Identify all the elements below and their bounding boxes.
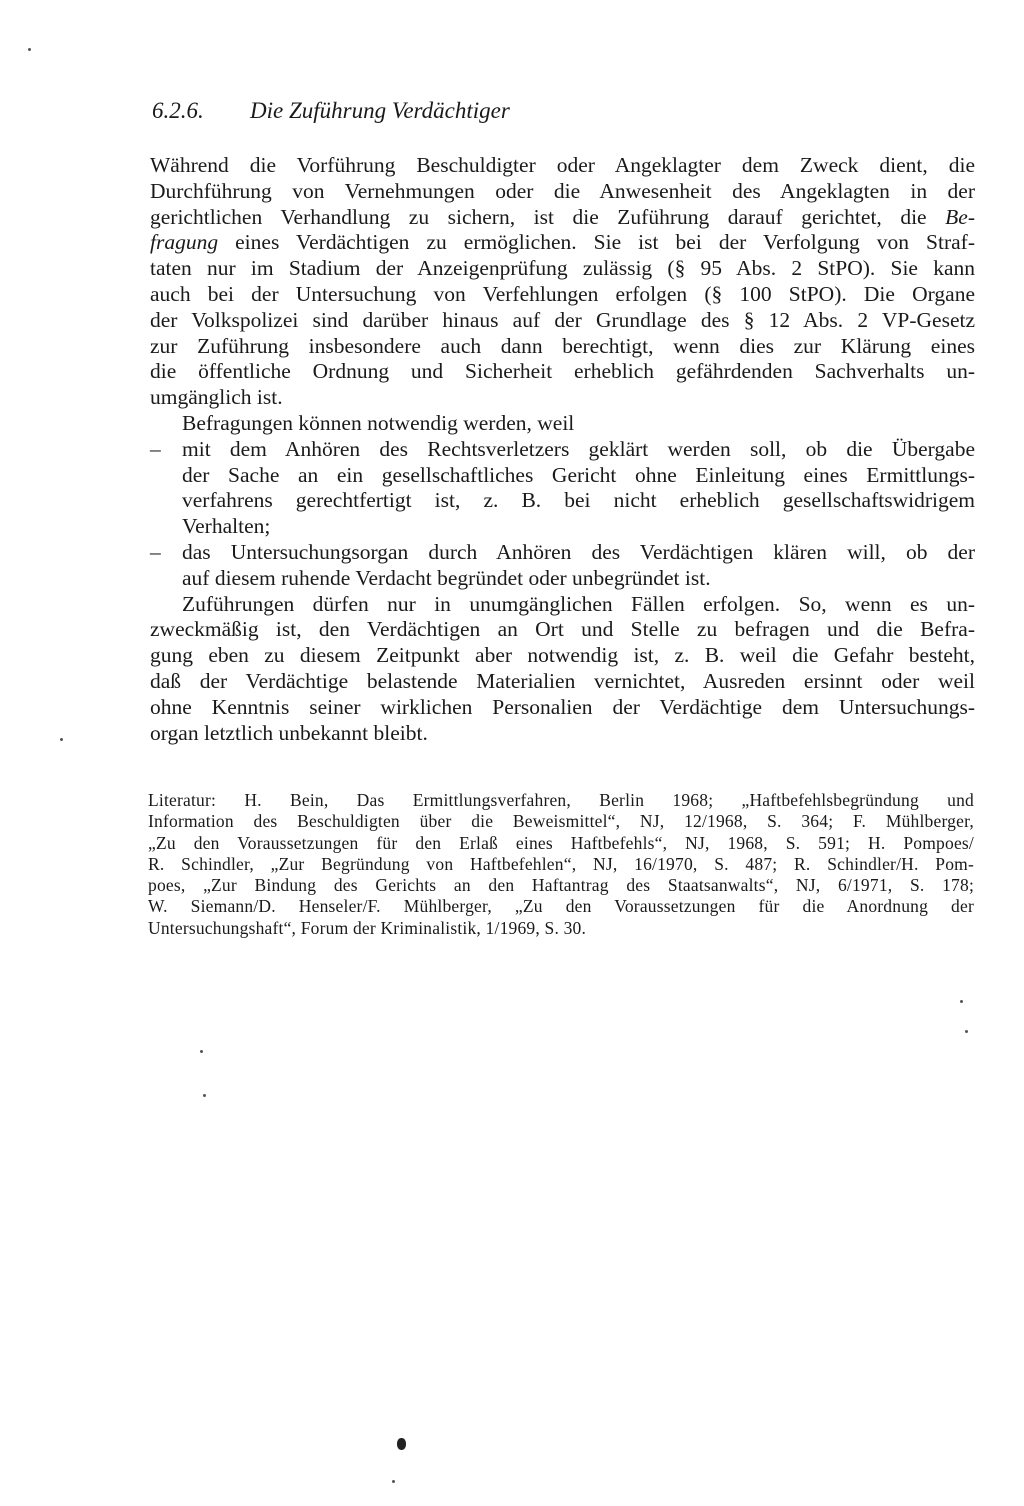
literature-line: „Zu den Voraussetzungen für den Erlaß eines Haftbefehls“, NJ, 1968, S. 591; H. Pompoes/ <box>148 832 974 853</box>
text-line: die öffentliche Ordnung und Sicherheit erheblich gefährdenden Sachverhalts un- <box>150 359 975 384</box>
scan-speck <box>965 1030 968 1033</box>
literature-block <box>148 790 974 939</box>
body-text <box>150 153 975 746</box>
text-line: der Sache an ein gesellschaftliches Gericht ohne Einleitung eines Ermittlungs- <box>182 462 975 487</box>
text-line: auf diesem ruhende Verdacht begründet oder unbegründet ist. <box>182 565 711 590</box>
scan-speck <box>28 48 31 51</box>
text-fragment: das Untersuchungsorgan durch Anhören des Verdächtigen klären will, ob der <box>182 539 975 564</box>
literature-line: Untersuchungshaft“, Forum der Kriminalistik, 1/1969, S. 30. <box>148 917 587 938</box>
text-line: Während die Vorführung Beschuldigter oder Angeklagter dem Zweck dient, die <box>150 153 975 177</box>
text-line: ohne Kenntnis seiner wirklichen Personalien der Verdächtige dem Untersuchungs- <box>150 694 975 719</box>
text-line: Zuführungen dürfen nur in unumgänglichen Fällen erfolgen. So, wenn es un- <box>182 591 975 616</box>
text-fragment: eines Verdächtigen zu ermöglichen. Sie ist bei der Verfolgung von Straf- <box>235 230 975 255</box>
text-line: daß der Verdächtige belastende Materialien vernichtet, Ausreden ersinnt oder weil <box>150 668 975 693</box>
dash-marker: – <box>150 436 161 461</box>
section-number: 6.2.6. <box>152 98 204 123</box>
scan-speck <box>960 1000 963 1003</box>
text-line: zweckmäßig ist, den Verdächtigen an Ort und Stelle zu befragen und die Befra- <box>150 617 975 642</box>
text-line: auch bei der Untersuchung von Verfehlungen erfolgen (§ 100 StPO). Die Organe <box>150 281 975 306</box>
scan-speck <box>203 1094 206 1097</box>
literature-line: R. Schindler, „Zur Begründung von Haftbefehlen“, NJ, 16/1970, S. 487; R. Schindler/H. Pom- <box>148 853 974 874</box>
literature-line: Literatur: H. Bein, Das Ermittlungsverfahren, Berlin 1968; „Haftbefehlsbegründung und <box>148 790 974 810</box>
text-line: verfahrens gerechtfertigt ist, z. B. bei nicht erheblich gesellschaftswidrigem <box>182 488 975 513</box>
text-line: der Volkspolizei sind darüber hinaus auf der Grundlage des § 12 Abs. 2 VP-Gesetz <box>150 307 975 332</box>
ink-blot <box>397 1438 406 1450</box>
text-line: Verhalten; <box>182 514 271 539</box>
scan-speck <box>60 738 63 741</box>
bullet-line <box>150 540 975 566</box>
literature-line: Information des Beschuldigten über die Beweismittel“, NJ, 12/1968, S. 364; F. Mühlberger, <box>148 811 974 832</box>
text-line: zur Zuführung insbesondere auch dann berechtigt, wenn dies zur Klärung eines <box>150 333 975 358</box>
text-line: Durchführung von Vernehmungen oder die Anwesenheit des Angeklagten in der <box>150 178 975 203</box>
text-line: taten nur im Stadium der Anzeigenprüfung zulässig (§ 95 Abs. 2 StPO). Sie kann <box>150 256 975 281</box>
text-fragment: mit dem Anhören des Rechtsverletzers geklärt werden soll, ob die Übergabe <box>182 436 975 461</box>
text-line <box>150 205 975 231</box>
dash-marker: – <box>150 539 161 564</box>
bullet-line <box>150 437 975 463</box>
text-line <box>150 230 975 256</box>
italic-term-fragung: fragung <box>150 230 219 255</box>
text-line: umgänglich ist. <box>150 385 283 410</box>
text-line: organ letztlich unbekannt bleibt. <box>150 720 428 745</box>
italic-term-be: Be- <box>945 204 975 229</box>
scan-speck <box>392 1480 395 1483</box>
scan-speck <box>200 1050 203 1053</box>
literature-line: poes, „Zur Bindung des Gerichts an den Haftantrag des Staatsanwalts“, NJ, 6/1971, S. 178; <box>148 875 974 896</box>
text-fragment: gerichtlichen Verhandlung zu sichern, ist die Zuführung darauf gerichtet, die <box>150 204 927 229</box>
literature-line: W. Siemann/D. Henseler/F. Mühlberger, „Zu den Voraussetzungen für die Anordnung der <box>148 896 974 917</box>
text-line: Befragungen können notwendig werden, weil <box>182 410 575 435</box>
text-line: gung eben zu diesem Zeitpunkt aber notwendig ist, z. B. weil die Gefahr besteht, <box>150 643 975 668</box>
section-title: Die Zuführung Verdächtiger <box>250 98 510 123</box>
section-heading <box>152 96 510 126</box>
